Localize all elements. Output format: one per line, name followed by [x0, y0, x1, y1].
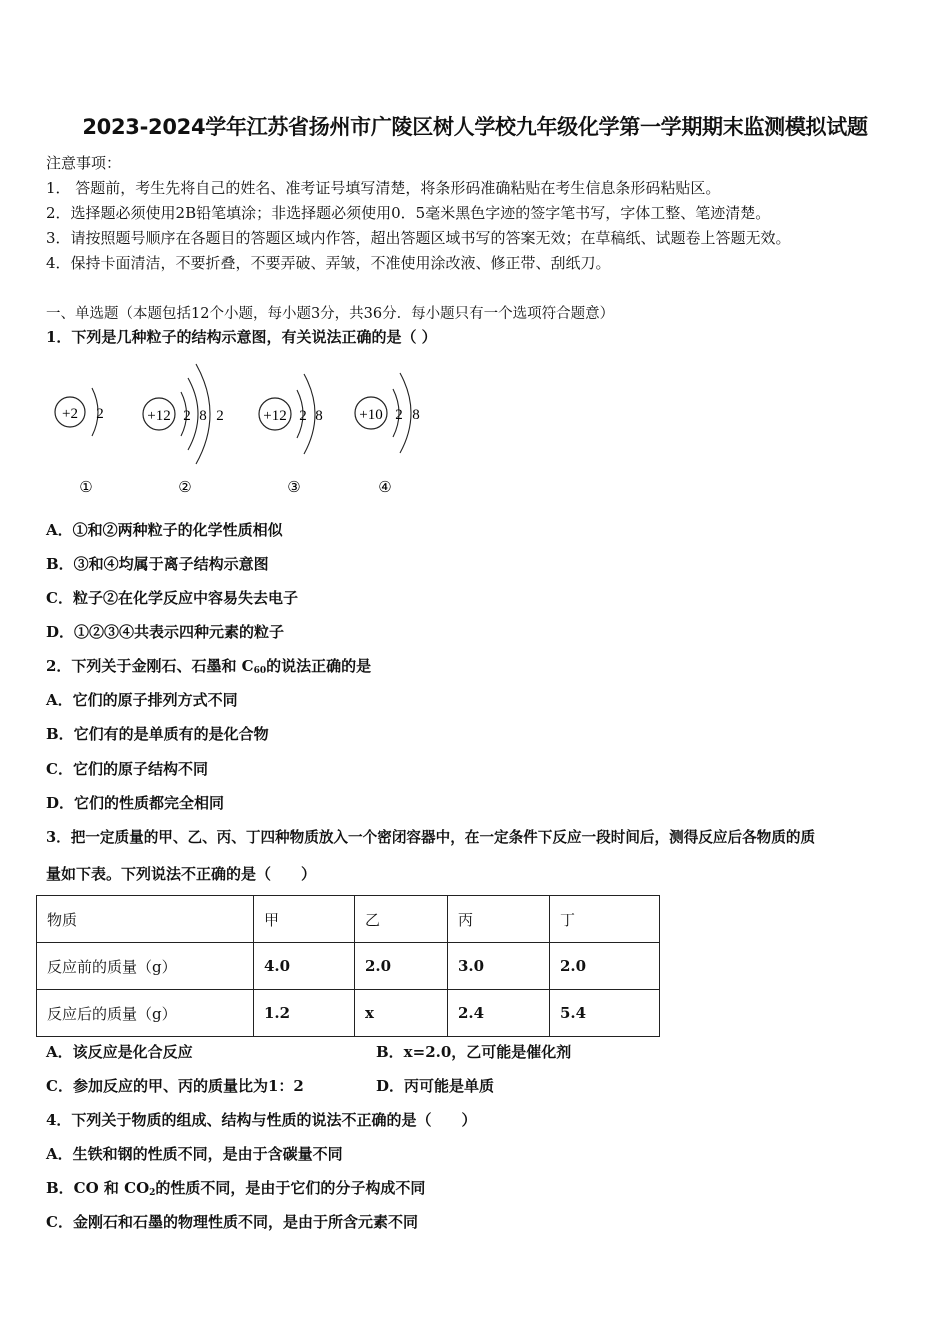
table-header: 物质 [37, 896, 254, 943]
diagram-label: ④ [378, 480, 392, 496]
table-header: 乙 [355, 896, 448, 943]
diagram-label: ① [79, 480, 93, 496]
option: B．CO 和 $CO_2$的性质不同，是由于它们的分子构成不同 [46, 1179, 426, 1198]
notice-item: 3．请按照题号顺序在各题目的答题区域内作答，超出答题区域书写的答案无效；在草稿纸、试题卷上答题无效。 [46, 229, 791, 247]
table-row [37, 943, 660, 990]
nucleus-charge: +12 [147, 408, 171, 424]
shell-electrons: 8 [199, 408, 207, 424]
option: C．粒子②在化学反应中容易失去电子 [46, 589, 298, 607]
nucleus-charge: +10 [359, 407, 383, 423]
diagram-label: ③ [287, 480, 301, 496]
diagram-label: ② [178, 480, 192, 496]
table-header: 丙 [448, 896, 550, 943]
option: C．金刚石和石墨的物理性质不同，是由于所含元素不同 [46, 1213, 418, 1231]
table-row [37, 896, 660, 943]
option: C．它们的原子结构不同 [46, 760, 208, 778]
option: B．它们有的是单质有的是化合物 [46, 725, 269, 743]
option: D．它们的性质都完全相同 [46, 794, 225, 812]
question-4-stem: 4．下列关于物质的组成、结构与性质的说法不正确的是（ ） [46, 1111, 477, 1129]
shell-electrons: 8 [315, 408, 323, 424]
atom-diagram-1 [55, 388, 104, 496]
question-1-stem: 1．下列是几种粒子的结构示意图，有关说法正确的是（ ） [46, 328, 437, 346]
question-2-stem: 2．下列关于金刚石、石墨和 $C_{60}$的说法正确的是 [46, 657, 372, 676]
option: A．生铁和钢的性质不同，是由于含碳量不同 [46, 1145, 343, 1163]
nucleus-charge: +12 [263, 408, 287, 424]
shell-electrons: 8 [412, 407, 420, 423]
shell-electrons: 2 [216, 408, 224, 424]
table-cell: x [355, 990, 448, 1037]
shell-electrons: 2 [395, 407, 403, 423]
table-header: 甲 [254, 896, 355, 943]
shell-electrons: 2 [183, 408, 191, 424]
shell-electrons: 2 [96, 406, 104, 422]
atom-diagram-4 [355, 373, 420, 496]
table-cell: 2.0 [355, 943, 448, 990]
option: B．x=2.0，乙可能是催化剂 [376, 1043, 572, 1061]
option: A．①和②两种粒子的化学性质相似 [46, 521, 283, 539]
atom-diagram-3 [259, 374, 323, 496]
table-cell: 反应前的质量（g） [37, 943, 254, 990]
table-row [37, 990, 660, 1037]
page-title: 2023-2024学年江苏省扬州市广陵区树人学校九年级化学第一学期期末监测模拟试题 [82, 115, 868, 139]
nucleus-charge: +2 [62, 406, 78, 422]
atom-structure-diagrams [40, 358, 440, 500]
atom-diagram-2 [143, 364, 224, 496]
table-cell: 反应后的质量（g） [37, 990, 254, 1037]
option: D．丙可能是单质 [376, 1077, 495, 1095]
table-cell: 5.4 [550, 990, 660, 1037]
option: A．该反应是化合反应 [46, 1043, 193, 1061]
option: A．它们的原子排列方式不同 [46, 691, 238, 709]
section-heading: 一、单选题（本题包括12个小题，每小题3分，共36分．每小题只有一个选项符合题意） [46, 306, 615, 322]
option: D．①②③④共表示四种元素的粒子 [46, 623, 285, 641]
table-cell: 4.0 [254, 943, 355, 990]
table-header: 丁 [550, 896, 660, 943]
notice-heading: 注意事项： [46, 154, 122, 172]
option: B．③和④均属于离子结构示意图 [46, 555, 269, 573]
table-cell: 2.4 [448, 990, 550, 1037]
mass-table [36, 895, 660, 1037]
shell-electrons: 2 [299, 408, 307, 424]
table-cell: 1.2 [254, 990, 355, 1037]
question-3-stem: 量如下表。下列说法不正确的是（ ） [46, 865, 317, 883]
option: C．参加反应的甲、丙的质量比为1：2 [46, 1077, 304, 1095]
table-cell: 2.0 [550, 943, 660, 990]
table-cell: 3.0 [448, 943, 550, 990]
question-3-stem: 3．把一定质量的甲、乙、丙、丁四种物质放入一个密闭容器中，在一定条件下反应一段时间后，测得反应后各物质的质 [46, 829, 816, 846]
notice-item: 1． 答题前，考生先将自己的姓名、准考证号填写清楚，将条形码准确粘贴在考生信息条形码粘贴区。 [46, 179, 721, 197]
notice-item: 4．保持卡面清洁，不要折叠，不要弄破、弄皱，不准使用涂改液、修正带、刮纸刀。 [46, 254, 611, 272]
notice-item: 2．选择题必须使用2B铅笔填涂；非选择题必须使用0．5毫米黑色字迹的签字笔书写，字体工整、笔迹清楚。 [46, 204, 771, 222]
